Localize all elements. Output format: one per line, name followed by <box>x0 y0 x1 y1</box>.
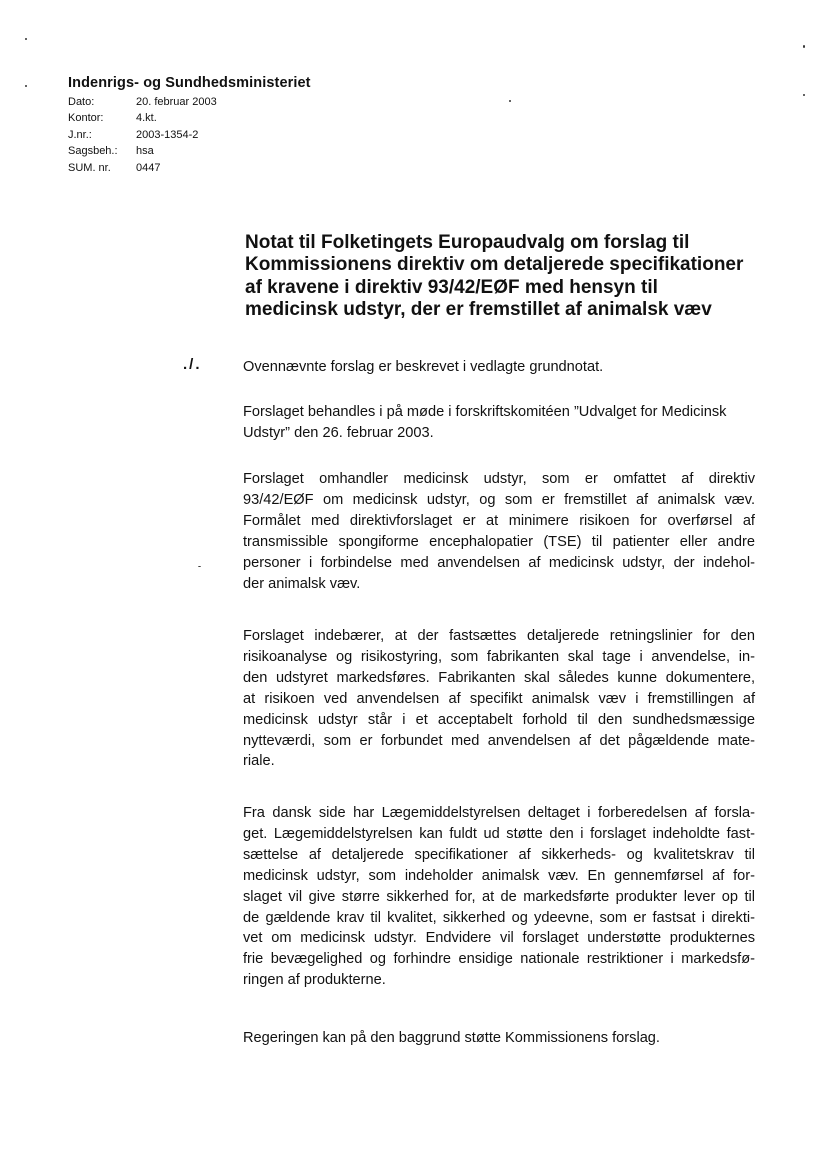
scan-speck <box>509 100 511 102</box>
text-line: ringen af produkterne. <box>243 972 386 989</box>
text-line: nytteværdi, som er forbundet med anvendelsen af det pågældende mate- <box>243 732 755 749</box>
ministry-name: Indenrigs- og Sundhedsministeriet <box>68 75 311 91</box>
metadata-label: J.nr.: <box>68 128 92 141</box>
metadata-row-case-officer <box>68 143 217 159</box>
text-line: get. Lægemiddelstyrelsen kan fuldt ud støtte den i forslaget indeholdte fast- <box>243 825 755 842</box>
metadata-value: hsa <box>136 145 154 158</box>
scan-speck <box>25 85 27 87</box>
text-line: frie bevægelighed og forhindre ensidige nationale restriktioner i markedsfø- <box>243 951 755 968</box>
text-line: Udstyr” den 26. februar 2003. <box>243 424 434 441</box>
metadata-label: Dato: <box>68 96 95 108</box>
text-line: Ovennævnte forslag er beskrevet i vedlagte grundnotat. <box>243 359 604 375</box>
scan-speck <box>803 45 805 48</box>
text-line: transmissible spongiforme encephalopatier (TSE) til patienter eller andre <box>243 533 755 550</box>
text-line: Fra dansk side har Lægemiddelstyrelsen deltaget i forberedelsen af forsla- <box>243 805 755 821</box>
metadata-row-office <box>68 110 217 126</box>
title-line: af kravene i direktiv 93/42/EØF med hensyn til <box>245 276 658 298</box>
text-line: personer i forbindelse med anvendelsen af medicinsk udstyr, der indehol- <box>243 554 755 571</box>
enclosure-marker: ./. <box>183 356 202 373</box>
title-line: Kommissionens direktiv om detaljerede specifikationer <box>245 254 744 276</box>
text-line: risikoanalyse og risikostyring, som fabrikanten skal tage i anvendelse, in- <box>243 648 755 665</box>
metadata-value: 2003-1354-2 <box>136 128 199 141</box>
text-line: sættelse af detaljerede specifikationer af sikkerheds- og kvalitetskrav til <box>243 846 755 863</box>
document-title <box>245 232 785 322</box>
metadata-label: Kontor: <box>68 112 104 125</box>
paragraph-committee <box>243 402 755 444</box>
metadata-value: 20. februar 2003 <box>136 96 217 108</box>
text-line: vet om medicinsk udstyr. Endvidere vil forslaget understøtte produkternes <box>243 930 755 947</box>
text-line: at risikoen ved anvendelsen af specifikt animalsk væv i fremstillingen af <box>243 690 755 707</box>
text-line: riale. <box>243 753 275 770</box>
metadata-label: Sagsbeh.: <box>68 145 118 158</box>
paragraph-conclusion <box>243 1028 755 1049</box>
text-line: medicinsk udstyr, som indeholder animalsk væv. En gennemførsel af for- <box>243 867 755 884</box>
text-line: Forslaget behandles i på møde i forskriftskomitéen ”Udvalget for Medicinsk <box>243 404 727 420</box>
text-line: der animalsk væv. <box>243 575 361 592</box>
metadata-row-date <box>68 94 217 110</box>
metadata-label: SUM. nr. <box>68 161 111 174</box>
scan-speck <box>25 38 27 40</box>
paragraph-intro <box>243 357 755 378</box>
metadata-value: 4.kt. <box>136 112 157 125</box>
paragraph-scope <box>243 469 755 594</box>
metadata-row-journal <box>68 127 217 143</box>
metadata-row-sum-number <box>68 160 217 176</box>
paragraph-requirements <box>243 626 755 772</box>
paragraph-danish-position <box>243 803 755 991</box>
text-line: Formålet med direktivforslaget er at minimere risikoen for overførsel af <box>243 512 755 529</box>
text-line: 93/42/EØF om medicinsk udstyr, og som er fremstillet af animalsk væv. <box>243 491 755 508</box>
text-line: Regeringen kan på den baggrund støtte Kommissionens forslag. <box>243 1030 660 1046</box>
text-line: de gældende krav til kvalitet, sikkerhed og ydeevne, som er fastsat i direkti- <box>243 909 755 926</box>
text-line: den udstyret markedsføres. Fabrikanten skal således kunne dokumentere, <box>243 669 755 686</box>
text-line: Forslaget omhandler medicinsk udstyr, som er omfattet af direktiv <box>243 471 755 487</box>
metadata-value: 0447 <box>136 161 161 174</box>
scan-speck <box>198 566 201 567</box>
text-line: medicinsk udstyr står i et acceptabelt forhold til den sundhedsmæssige <box>243 711 755 728</box>
title-line: Notat til Folketingets Europaudvalg om forslag til <box>245 232 690 253</box>
scan-speck <box>803 94 805 96</box>
text-line: Forslaget indebærer, at der fastsættes detaljerede retningslinier for den <box>243 628 755 644</box>
title-line: medicinsk udstyr, der er fremstillet af animalsk væv <box>245 299 712 321</box>
document-metadata <box>68 94 217 176</box>
text-line: slaget vil give større sikkerhed for, at de markedsførte produkter lever op til <box>243 888 755 905</box>
